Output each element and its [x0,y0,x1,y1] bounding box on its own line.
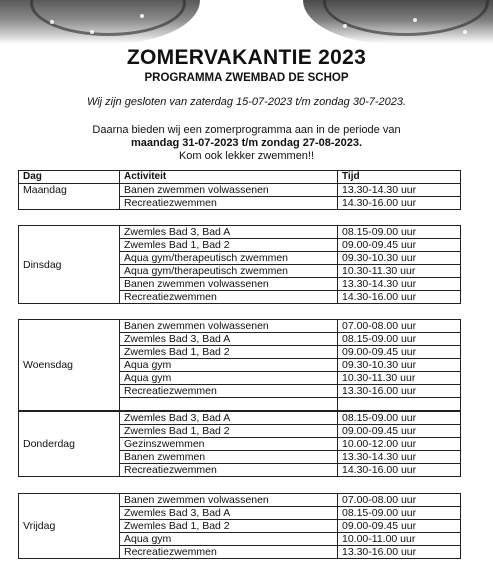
water-drop [90,30,94,34]
activity-cell: Recreatiezwemmen [120,464,338,477]
time-cell: 09.30-10.30 uur [338,359,461,372]
activity-cell: Zwemles Bad 3, Bad A [120,507,338,520]
time-cell: 09.00-09.45 uur [338,520,461,533]
time-cell: 08.15-09.00 uur [338,507,461,520]
activity-cell: Zwemles Bad 1, Bad 2 [120,239,338,252]
column-header-activity: Activiteit [120,171,338,184]
offer-line-1: Daarna bieden wij een zomerprogramma aan in de periode van [92,124,401,136]
offer-line-3: Kom ook lekker zwemmen!! [178,150,315,162]
water-drop [413,18,417,22]
activity-cell: Aqua gym [120,359,338,372]
time-cell: 10.30-11.30 uur [338,372,461,385]
time-cell: 10.30-11.30 uur [338,265,461,278]
time-cell: 10.00-11.00 uur [338,533,461,546]
table-row [19,494,461,507]
schedule-table-vrijdag [18,493,461,559]
pool-photo-right [303,0,493,44]
page-subtitle: PROGRAMMA ZWEMBAD DE SCHOP [144,72,349,84]
activity-cell-empty [120,398,338,411]
day-cell: Woensdag [19,320,120,411]
time-cell: 13.30-14.30 uur [338,451,461,464]
water-drop [343,24,347,28]
table-row [19,184,461,197]
column-header-time: Tijd [338,171,461,184]
schedule-table-woensdag [18,319,461,411]
time-cell: 08.15-09.00 uur [338,333,461,346]
time-cell: 13.30-14.30 uur [338,278,461,291]
day-cell: Donderdag [19,412,120,477]
time-cell: 13.30-16.00 uur [338,546,461,559]
activity-cell: Recreatiezwemmen [120,291,338,304]
time-cell: 09.00-09.45 uur [338,239,461,252]
activity-cell: Recreatiezwemmen [120,385,338,398]
activity-cell: Zwemles Bad 1, Bad 2 [120,346,338,359]
activity-cell: Aqua gym [120,372,338,385]
activity-cell: Banen zwemmen volwassenen [120,494,338,507]
schedule-table-maandag [18,170,461,210]
time-cell: 10.00-12.00 uur [338,438,461,451]
closed-notice: Wij zijn gesloten van zaterdag 15-07-2023 t/m zondag 30-7-2023. [86,96,407,108]
activity-cell: Zwemles Bad 1, Bad 2 [120,520,338,533]
time-cell: 07.00-08.00 uur [338,494,461,507]
water-drop [140,14,144,18]
activity-cell: Recreatiezwemmen [120,197,338,210]
table-row [19,226,461,239]
activity-cell: Aqua gym/therapeutisch zwemmen [120,252,338,265]
activity-cell: Gezinszwemmen [120,438,338,451]
time-cell: 09.30-10.30 uur [338,252,461,265]
offer-period: maandag 31-07-2023 t/m zondag 27-08-2023. [130,137,363,149]
table-row [19,320,461,333]
time-cell: 09.00-09.45 uur [338,425,461,438]
activity-cell: Zwemles Bad 3, Bad A [120,226,338,239]
activity-cell: Aqua gym/therapeutisch zwemmen [120,265,338,278]
table-header-row [19,171,461,184]
activity-cell: Aqua gym [120,533,338,546]
water-drop [463,30,467,34]
activity-cell: Banen zwemmen [120,451,338,464]
time-cell: 14.30-16.00 uur [338,291,461,304]
activity-cell: Recreatiezwemmen [120,546,338,559]
water-drop [50,20,54,24]
time-cell: 13.30-14.30 uur [338,184,461,197]
activity-cell: Banen zwemmen volwassenen [120,320,338,333]
activity-cell: Zwemles Bad 1, Bad 2 [120,425,338,438]
page-title: ZOMERVAKANTIE 2023 [126,46,367,69]
time-cell: 13.30-16.00 uur [338,385,461,398]
time-cell: 09.00-09.45 uur [338,346,461,359]
day-cell: Maandag [19,184,120,210]
day-cell: Dinsdag [19,226,120,304]
activity-cell: Zwemles Bad 3, Bad A [120,333,338,346]
pool-photo-left [0,0,200,44]
table-row [19,412,461,425]
schedule-table-dinsdag [18,225,461,304]
time-cell: 14.30-16.00 uur [338,464,461,477]
activity-cell: Zwemles Bad 3, Bad A [120,412,338,425]
activity-cell: Banen zwemmen volwassenen [120,184,338,197]
time-cell-empty [338,398,461,411]
activity-cell: Banen zwemmen volwassenen [120,278,338,291]
schedule-table-donderdag [18,411,461,477]
column-header-day: Dag [19,171,120,184]
pool-ring-shape [30,0,186,36]
time-cell: 08.15-09.00 uur [338,412,461,425]
time-cell: 14.30-16.00 uur [338,197,461,210]
day-cell: Vrijdag [19,494,120,559]
time-cell: 08.15-09.00 uur [338,226,461,239]
time-cell: 07.00-08.00 uur [338,320,461,333]
